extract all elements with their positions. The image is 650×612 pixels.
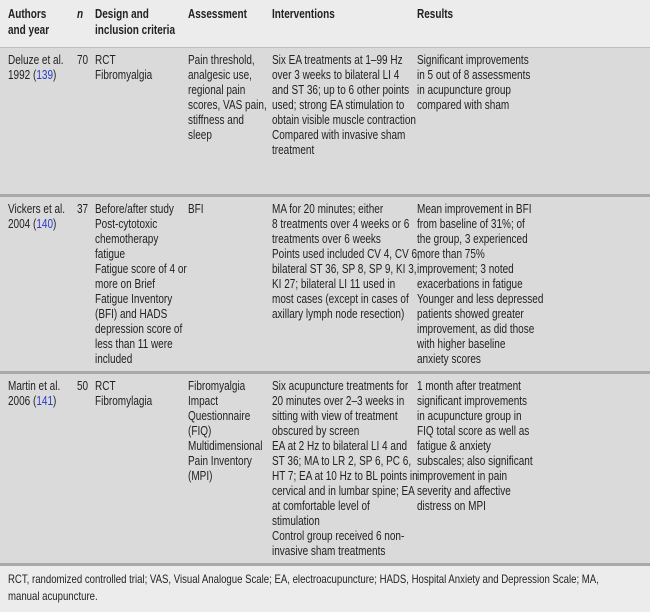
cell-line: RCT — [95, 53, 116, 67]
reference-link[interactable]: 141 — [36, 394, 54, 408]
footnote-line: RCT, randomized controlled trial; VAS, Visual Analogue Scale; EA, electroacupuncture; HADS, Hospital Anxiety and Depression Scale; MA, — [8, 572, 599, 586]
cell-line: analgesic use, — [188, 68, 252, 82]
paren: ) — [53, 394, 57, 408]
assessment-cell — [188, 379, 262, 484]
cell-line: stiffness and — [188, 113, 244, 127]
cell-line: cervical and in lumbar spine; EA — [272, 484, 415, 498]
header-design — [95, 6, 175, 38]
header-n — [77, 6, 83, 22]
cell-line: FIQ total score as well as — [417, 424, 530, 438]
table-row — [0, 197, 650, 374]
year: 1992 ( — [8, 68, 37, 82]
cell-line: bilateral ST 36, SP 8, SP 9, KI 3, — [272, 262, 417, 276]
cell-line: MA for 20 minutes; either — [272, 202, 384, 216]
cell-line: KI 27; bilateral LI 11 used in — [272, 277, 396, 291]
cell-line: significant improvements — [417, 394, 528, 408]
cell-line: stimulation — [272, 514, 320, 528]
cell-line: in acupuncture group — [417, 83, 511, 97]
cell-line: Fibromyalgia — [95, 68, 153, 82]
cell-line: compared with sham — [417, 98, 510, 112]
year-line — [8, 394, 60, 409]
cell-line: patients showed greater — [417, 307, 524, 321]
cell-line: Points used included CV 4, CV 6, — [272, 247, 420, 261]
header-text: Authors — [8, 7, 47, 21]
cell-line: Six acupuncture treatments for — [272, 379, 409, 393]
cell-line: sitting with view of treatment — [272, 409, 398, 423]
cell-line: Before/after study — [95, 202, 174, 216]
cell-line: more than 75% — [417, 247, 485, 261]
cell-line: the group, 3 experienced — [417, 232, 528, 246]
assessment-cell — [188, 202, 204, 217]
cell-line: most cases (except in cases of — [272, 292, 409, 306]
cell-line: with higher baseline — [417, 337, 506, 351]
design-cell — [95, 53, 152, 83]
cell-line: improvement; 3 noted — [417, 262, 514, 276]
cell-line: (BFI) and HADS — [95, 307, 168, 321]
header-text: and year — [8, 23, 50, 37]
cell-line: Multidimensional — [188, 439, 263, 453]
cell-line: axillary lymph node resection) — [272, 307, 405, 321]
cell-line: HT 7; EA at 10 Hz to BL points in — [272, 469, 418, 483]
cell-line: fatigue — [95, 247, 126, 261]
n-cell: 37 — [77, 202, 89, 216]
cell-line: obtain visible muscle contraction — [272, 113, 416, 127]
year: 2004 ( — [8, 217, 37, 231]
cell-line: distress on MPI — [417, 499, 486, 513]
design-cell — [95, 202, 187, 367]
header-text: n — [77, 7, 84, 21]
cell-line: more on Brief — [95, 277, 156, 291]
author-name: Vickers et al. — [8, 202, 66, 216]
cell-line: Mean improvement in BFI — [417, 202, 532, 216]
paren: ) — [53, 217, 57, 231]
author-name: Deluze et al. — [8, 53, 64, 67]
results-cell — [417, 53, 530, 113]
cell-line: subscales; also significant — [417, 454, 533, 468]
paren: ) — [53, 68, 57, 82]
interventions-cell — [272, 379, 418, 559]
cell-line: at comfortable level of — [272, 499, 370, 513]
design-cell — [95, 379, 152, 409]
results-cell — [417, 202, 543, 367]
reference-link[interactable]: 140 — [36, 217, 54, 231]
cell-line: improvement, as did those — [417, 322, 535, 336]
cell-line: 1 month after treatment — [417, 379, 521, 393]
author-cell — [8, 53, 64, 83]
year-line — [8, 68, 64, 83]
cell-line: (FIQ) — [188, 424, 212, 438]
year: 2006 ( — [8, 394, 37, 408]
cell-line: (MPI) — [188, 469, 213, 483]
cell-line: scores, VAS pain, — [188, 98, 267, 112]
cell-line: sleep — [188, 128, 212, 142]
header-interventions: Interventions — [272, 7, 335, 21]
cell-line: exacerbations in fatigue — [417, 277, 523, 291]
cell-line: and ST 36; up to 6 other points — [272, 83, 410, 97]
cell-line: in acupuncture group in — [417, 409, 522, 423]
cell-line: Pain threshold, — [188, 53, 255, 67]
cell-line: treatment — [272, 143, 315, 157]
cell-line: fatigue & anxiety — [417, 439, 491, 453]
cell-line: over 3 weeks to bilateral LI 4 — [272, 68, 400, 82]
cell-line: Control group received 6 non- — [272, 529, 405, 543]
header-authors — [8, 6, 49, 38]
cell-line: Younger and less depressed — [417, 292, 544, 306]
cell-line: in 5 out of 8 assessments — [417, 68, 531, 82]
cell-line: severity and affective — [417, 484, 511, 498]
cell-line: ST 36; MA to LR 2, SP 6, PC 6, — [272, 454, 412, 468]
cell-line: anxiety scores — [417, 352, 481, 366]
cell-line: RCT — [95, 379, 116, 393]
reference-link[interactable]: 139 — [36, 68, 54, 82]
header-text: Design and — [95, 7, 149, 21]
author-name: Martin et al. — [8, 379, 61, 393]
cell-line: BFI — [188, 202, 204, 216]
n-cell: 70 — [77, 53, 89, 67]
header-text: inclusion criteria — [95, 23, 176, 37]
interventions-cell — [272, 202, 420, 322]
cell-line: Significant improvements — [417, 53, 529, 67]
cell-line: Fatigue Inventory — [95, 292, 173, 306]
cell-line: 8 treatments over 4 weeks or 6 — [272, 217, 410, 231]
cell-line: Post-cytotoxic — [95, 217, 158, 231]
table-row — [0, 48, 650, 197]
cell-line: chemotherapy — [95, 232, 159, 246]
cell-line: included — [95, 352, 133, 366]
interventions-cell — [272, 53, 416, 158]
author-cell — [8, 379, 60, 409]
cell-line: Compared with invasive sham — [272, 128, 406, 142]
cell-line: EA at 2 Hz to bilateral LI 4 and — [272, 439, 408, 453]
table-header — [0, 0, 650, 48]
cell-line: Fibromylagia — [95, 394, 153, 408]
table-footnote — [0, 566, 650, 612]
year-line — [8, 217, 65, 232]
header-results: Results — [417, 7, 454, 21]
cell-line: from baseline of 31%; of — [417, 217, 525, 231]
cell-line: Questionnaire — [188, 409, 251, 423]
cell-line: Pain Inventory — [188, 454, 252, 468]
cell-line: treatments over 6 weeks — [272, 232, 381, 246]
author-cell — [8, 202, 65, 232]
cell-line: Impact — [188, 394, 219, 408]
cell-line: Fatigue score of 4 or — [95, 262, 187, 276]
results-cell — [417, 379, 533, 514]
cell-line: less than 11 were — [95, 337, 173, 351]
cell-line: Fibromyalgia — [188, 379, 246, 393]
cell-line: depression score of — [95, 322, 183, 336]
cell-line: 20 minutes over 2–3 weeks in — [272, 394, 405, 408]
cell-line: Six EA treatments at 1–99 Hz — [272, 53, 403, 67]
cell-line: used; strong EA stimulation to — [272, 98, 405, 112]
assessment-cell — [188, 53, 267, 143]
cell-line: improvement in pain — [417, 469, 508, 483]
n-cell: 50 — [77, 379, 89, 393]
footnote-line: manual acupuncture. — [8, 589, 98, 603]
cell-line: invasive sham treatments — [272, 544, 386, 558]
cell-line: regional pain — [188, 83, 246, 97]
table-row — [0, 374, 650, 566]
header-assessment: Assessment — [188, 7, 247, 21]
cell-line: obscured by screen — [272, 424, 360, 438]
